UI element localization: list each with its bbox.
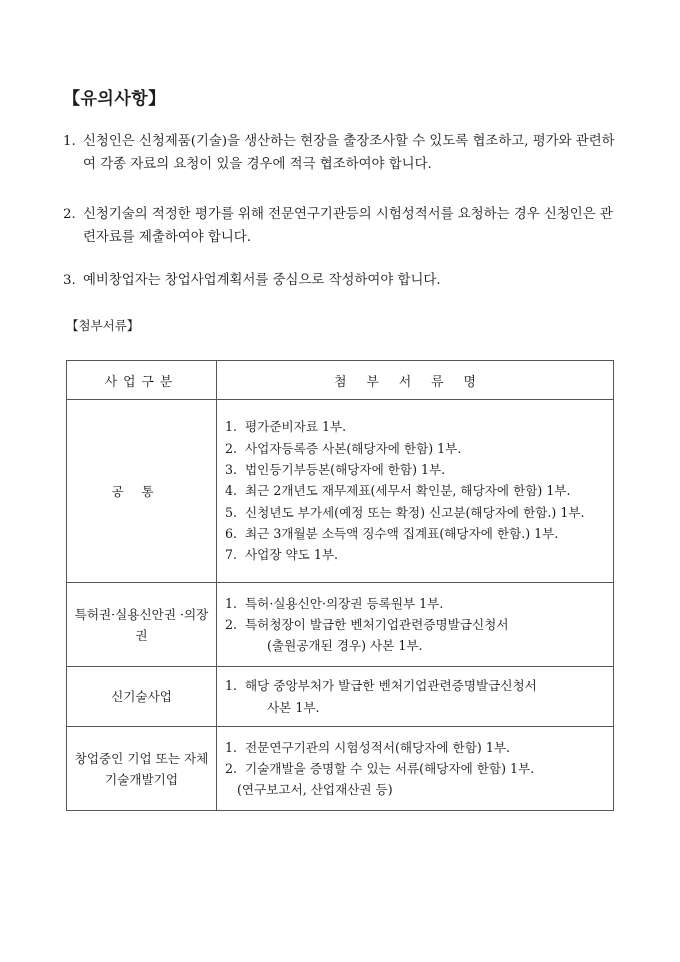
table-row [67,400,614,583]
table-row [67,667,614,727]
list-item: 1. 특허·실용신안·의장권 등록원부 1부. [225,595,444,611]
page-title: 【유의사항】 [63,89,166,109]
list-item: 1. 해당 중앙부처가 발급한 벤처기업관련증명발급신청서 사본 1부. [225,678,537,715]
document-list [225,675,605,718]
list-item: 1. 전문연구기관의 시험성적서(해당자에 한함) 1부. [225,739,510,755]
list-item: 6. 최근 3개월분 소득액 징수액 집계표(해당자에 한함.) 1부. [225,525,559,541]
note-text: 신청기술의 적정한 평가를 위해 전문연구기관등의 시험성적서를 요청하는 경우 신청인은 관련자료를 제출하여야 합니다. [83,207,613,245]
note-1 [63,130,623,176]
attachments-table [66,360,614,811]
list-item: 1. 평가준비자료 1부. [225,419,347,435]
table-row [67,583,614,667]
header-category: 사업구분 [67,361,217,400]
category-cell: 공통 [67,400,217,583]
note-3 [63,269,623,292]
documents-cell [217,400,614,583]
list-item: 7. 사업장 약도 1부. [225,547,339,563]
header-documents: 첨부서류명 [217,361,614,400]
list-item: 2. 기술개발을 증명할 수 있는 서류(해당자에 한함) 1부. [225,760,535,776]
list-item: 2. 특허청장이 발급한 벤처기업관련증명발급신청서 (출원공개된 경우) 사본 1부. [225,616,509,654]
documents-cell [217,727,614,811]
list-item: 5. 신청년도 부가세(예정 또는 확정) 신고분(해당자에 한함.) 1부. [225,504,585,520]
list-item: 2. 사업자등록증 사본(해당자에 한함) 1부. [225,440,462,456]
document-list [225,737,605,780]
document-list [225,593,605,657]
attachments-title: 【첨부서류】 [66,318,140,333]
note-number: 2. [63,207,76,222]
category-cell: 창업중인 기업 또는 자체기술개발기업 [67,727,217,811]
note-text: 신청인은 신청제품(기술)을 생산하는 현장을 출장조사할 수 있도록 협조하고, 평가와 관련하여 각종 자료의 요청이 있을 경우에 적극 협조하여야 합니다. [83,134,615,172]
documents-cell [217,667,614,727]
category-cell: 신기술사업 [67,667,217,727]
documents-cell [217,583,614,667]
note-number: 1. [63,134,76,149]
list-note: (연구보고서, 산업재산권 등) [237,782,393,798]
table-row [67,727,614,811]
category-cell: 특허권·실용신안권 ·의장권 [67,583,217,667]
list-item: 3. 법인등기부등본(해당자에 한함) 1부. [225,462,446,478]
table-header-row [67,361,614,400]
note-2 [63,203,623,249]
document-list [225,416,605,565]
list-item: 4. 최근 2개년도 재무제표(세무서 확인분, 해당자에 한함) 1부. [225,483,571,499]
note-text: 예비창업자는 창업사업계획서를 중심으로 작성하여야 합니다. [83,273,441,288]
note-number: 3. [63,273,76,288]
